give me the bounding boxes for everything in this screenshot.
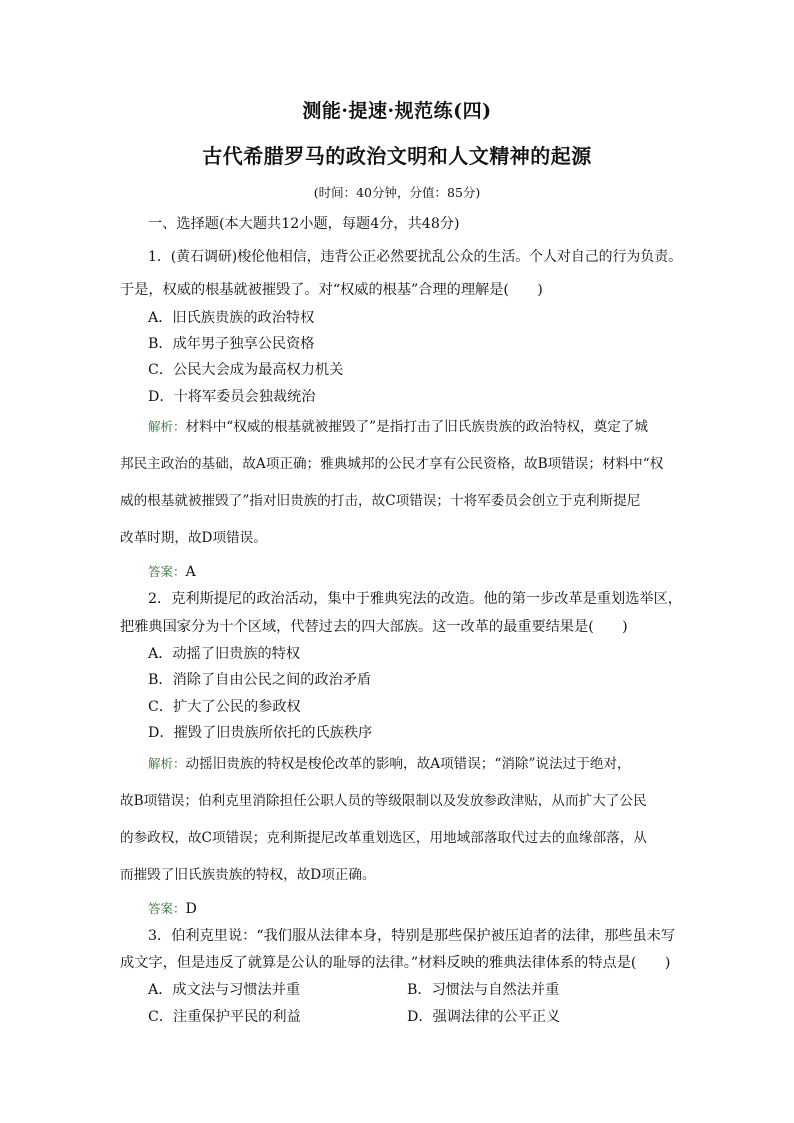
q2-analysis-line4: 而摧毁了旧氏族贵族的特权，故D项正确。	[120, 867, 376, 883]
q1-analysis-line2: 邦民主政治的基础，故A项正确；雅典城邦的公民才享有公民资格，故B项错误；材料中“权	[120, 456, 664, 472]
q1-analysis-line4: 改革时期，故D项错误。	[120, 530, 267, 546]
q2-option-c: C．扩大了公民的参政权	[148, 699, 301, 715]
q1-analysis-label: 解析：	[148, 419, 186, 434]
q2-answer-value: D	[185, 901, 197, 917]
q3-option-d: D．强调法律的公平正义	[407, 1009, 561, 1025]
exam-meta: (时间：40分钟，分值：85分)	[313, 185, 481, 200]
q2-answer-label: 答案：	[148, 901, 186, 916]
q2-option-a: A．动摇了旧贵族的特权	[148, 646, 301, 662]
q1-option-a: A．旧氏族贵族的政治特权	[148, 310, 315, 326]
q2-analysis-label: 解析：	[148, 756, 186, 771]
page-title: 测能·提速·规范练(四)	[302, 100, 492, 122]
q3-option-b: B．习惯法与自然法并重	[407, 982, 560, 998]
q3-option-c: C．注重保护平民的利益	[148, 1009, 301, 1025]
q1-analysis-line1	[148, 417, 648, 437]
q1-option-c: C．公民大会成为最高权力机关	[148, 362, 344, 378]
q2-analysis-text1: 动摇旧贵族的特权是梭伦改革的影响，故A项错误；“消除”说法过于绝对，	[185, 756, 631, 772]
q3-stem-line1: 3．伯利克里说：“我们服从法律本身，特别是那些保护被压迫者的法律，那些虽未写	[148, 928, 676, 944]
q2-option-d: D．摧毁了旧贵族所依托的氏族秩序	[148, 725, 373, 741]
q1-option-d: D．十将军委员会独裁统治	[148, 389, 316, 405]
q2-analysis-line2: 故B项错误；伯利克里消除担任公职人员的等级限制以及发放参政津贴，从而扩大了公民	[120, 793, 647, 809]
q2-analysis-line1	[148, 754, 631, 774]
q2-stem-line2: 把雅典国家分为十个区域，代替过去的四大部族。这一改革的最重要结果是( )	[120, 619, 628, 635]
section-heading: 一、选择题(本大题共12小题，每题4分，共48分)	[148, 216, 460, 232]
q1-analysis-line3: 威的根基就被摧毁了”指对旧贵族的打击，故C项错误；十将军委员会创立于克利斯提尼	[120, 493, 641, 509]
q1-stem-line1: 1．(黄石调研)梭伦他相信，违背公正必然要扰乱公众的生活。个人对自己的行为负责。	[148, 249, 683, 265]
q1-option-b: B．成年男子独享公民资格	[148, 336, 315, 352]
q3-stem-line2: 成文字，但是违反了就算是公认的耻辱的法律。”材料反映的雅典法律体系的特点是( )	[120, 955, 671, 971]
q1-answer-label: 答案：	[148, 564, 186, 579]
q2-option-b: B．消除了自由公民之间的政治矛盾	[148, 672, 372, 688]
q1-stem-line2: 于是，权威的根基就被摧毁了。对“权威的根基”合理的理解是( )	[120, 282, 543, 298]
q1-answer-value: A	[185, 564, 196, 580]
page-subtitle: 古代希腊罗马的政治文明和人文精神的起源	[202, 144, 592, 168]
q2-stem-line1: 2．克利斯提尼的政治活动，集中于雅典宪法的改造。他的第一步改革是重划选举区，	[148, 591, 682, 607]
q3-option-a: A．成文法与习惯法并重	[148, 982, 301, 998]
q1-analysis-text1: 材料中“权威的根基就被摧毁了”是指打击了旧氏族贵族的政治特权，奠定了城	[185, 419, 649, 435]
q1-answer	[148, 562, 196, 582]
q2-analysis-line3: 的参政权，故C项错误；克利斯提尼改革重划选区，用地域部落取代过去的血缘部落，从	[120, 830, 647, 846]
q2-answer	[148, 899, 197, 919]
